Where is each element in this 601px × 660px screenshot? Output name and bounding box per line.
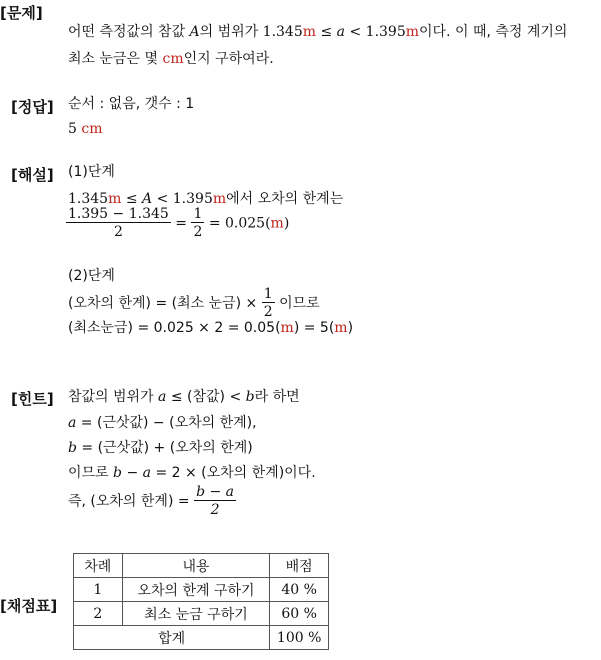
- problem-text: ≤: [316, 24, 337, 40]
- explanation-text: ): [347, 320, 354, 336]
- unit-m: m: [302, 24, 317, 40]
- hint-text: = (근삿값) − (오차의 한계),: [76, 415, 257, 431]
- explanation-text: (최소눈금) = 0.025 × 2 = 0.05(: [68, 320, 281, 336]
- fraction-denominator: 2: [66, 222, 171, 241]
- table-row: [74, 578, 329, 602]
- hint-line-2: [68, 413, 257, 433]
- table-header-row: [74, 554, 329, 578]
- explanation-text: 에서 오차의 한계는: [226, 191, 344, 207]
- math-text: ): [283, 215, 290, 232]
- fraction-numerator: 1: [263, 286, 273, 302]
- variable-a: a: [68, 415, 77, 431]
- hint-text: = 2 × (오차의 한계)이다.: [151, 465, 316, 481]
- step-2-title: (2)단계: [68, 268, 115, 284]
- problem-text: 의 범위가 1.345: [199, 24, 303, 40]
- table-cell: 1: [74, 578, 123, 602]
- table-cell: 최소 눈금 구하기: [122, 602, 270, 626]
- explanation-text: (오차의 한계) = (최소 눈금) ×: [68, 295, 262, 312]
- table-cell: 오차의 한계 구하기: [122, 578, 270, 602]
- hint-text: ≤ (참값) <: [166, 389, 246, 405]
- unit-m: m: [108, 191, 122, 207]
- unit-m: m: [405, 24, 420, 40]
- problem-text: 최소 눈금은 몇: [68, 51, 163, 67]
- variable-a: a: [158, 389, 167, 405]
- hint-text: −: [122, 465, 143, 481]
- problem-line-1: [68, 22, 567, 42]
- math-text: < 1.395: [152, 191, 213, 207]
- variable-b: b: [245, 389, 255, 405]
- answer-value: 5: [68, 121, 77, 137]
- problem-text: 인지 구하여라.: [183, 51, 274, 67]
- variable-A: A: [142, 191, 153, 207]
- unit-cm: cm: [81, 121, 103, 137]
- fraction-numerator: 1: [193, 206, 203, 222]
- hint-text: 라 하면: [254, 389, 300, 405]
- fraction-difference: [66, 206, 171, 241]
- unit-m: m: [212, 191, 227, 207]
- fraction-denominator: 2: [193, 224, 203, 240]
- math-text: ≤: [121, 191, 143, 207]
- fraction-half: [262, 286, 275, 321]
- variable-b: b: [113, 465, 122, 481]
- unit-m: m: [334, 320, 348, 336]
- table-total-row: [74, 626, 329, 650]
- table-cell: 40 %: [270, 578, 329, 602]
- explanation-relation-line: [68, 286, 320, 321]
- table-header: 배점: [270, 554, 329, 578]
- table-cell: 60 %: [270, 602, 329, 626]
- explanation-label: [해설]: [11, 166, 54, 184]
- problem-text: 이다. 이 때, 측정 계기의: [419, 24, 568, 40]
- explanation-text: 이므로: [279, 295, 320, 312]
- hint-line-5: [68, 484, 236, 519]
- answer-value-line: [68, 119, 103, 139]
- fraction-half: [191, 206, 204, 241]
- fraction-denominator: 2: [194, 500, 236, 519]
- hint-line-4: [68, 463, 316, 483]
- table-header: 차례: [74, 554, 123, 578]
- rubric-label: [채점표]: [0, 597, 58, 615]
- step-1-title: (1)단계: [68, 164, 115, 180]
- problem-line-2: [68, 49, 274, 69]
- variable-A: A: [189, 24, 200, 40]
- fraction-denominator: 2: [263, 304, 273, 320]
- unit-m: m: [270, 215, 284, 232]
- table-row: [74, 602, 329, 626]
- hint-text: 참값의 범위가: [68, 389, 159, 405]
- table-header: 내용: [122, 554, 270, 578]
- problem-text: 어떤 측정값의 참값: [68, 24, 190, 40]
- table-cell: 2: [74, 602, 123, 626]
- fraction-numerator: 1.395 − 1.345: [68, 206, 169, 222]
- variable-a: a: [142, 465, 151, 481]
- hint-text: = (근삿값) + (오차의 한계): [76, 440, 253, 456]
- hint-line-3: [68, 438, 253, 458]
- answer-order-count: 순서 : 없음, 갯수 : 1: [68, 96, 195, 112]
- answer-label: [정답]: [11, 98, 54, 116]
- problem-label: [문제]: [0, 4, 43, 22]
- equals-sign: =: [175, 215, 187, 232]
- hint-line-1: [68, 387, 300, 407]
- explanation-text: ) = 5(: [293, 320, 335, 336]
- fraction-b-minus-a: [194, 484, 236, 519]
- hint-label: [힌트]: [11, 390, 54, 408]
- fraction-numerator: b − a: [196, 484, 235, 500]
- math-text: = 0.025(: [208, 215, 271, 232]
- problem-text: < 1.395: [345, 24, 406, 40]
- table-total-label: 합계: [74, 626, 270, 650]
- table-total-value: 100 %: [270, 626, 329, 650]
- explanation-fraction-line: [66, 206, 289, 241]
- variable-a: a: [336, 24, 346, 40]
- math-text: 1.345: [68, 191, 109, 207]
- hint-text: 이므로: [68, 465, 114, 481]
- unit-cm: cm: [162, 51, 184, 67]
- explanation-result-line: [68, 318, 353, 338]
- rubric-table: [73, 553, 329, 650]
- hint-text: 즉, (오차의 한계) =: [68, 493, 195, 510]
- variable-b: b: [68, 440, 77, 456]
- unit-m: m: [280, 320, 294, 336]
